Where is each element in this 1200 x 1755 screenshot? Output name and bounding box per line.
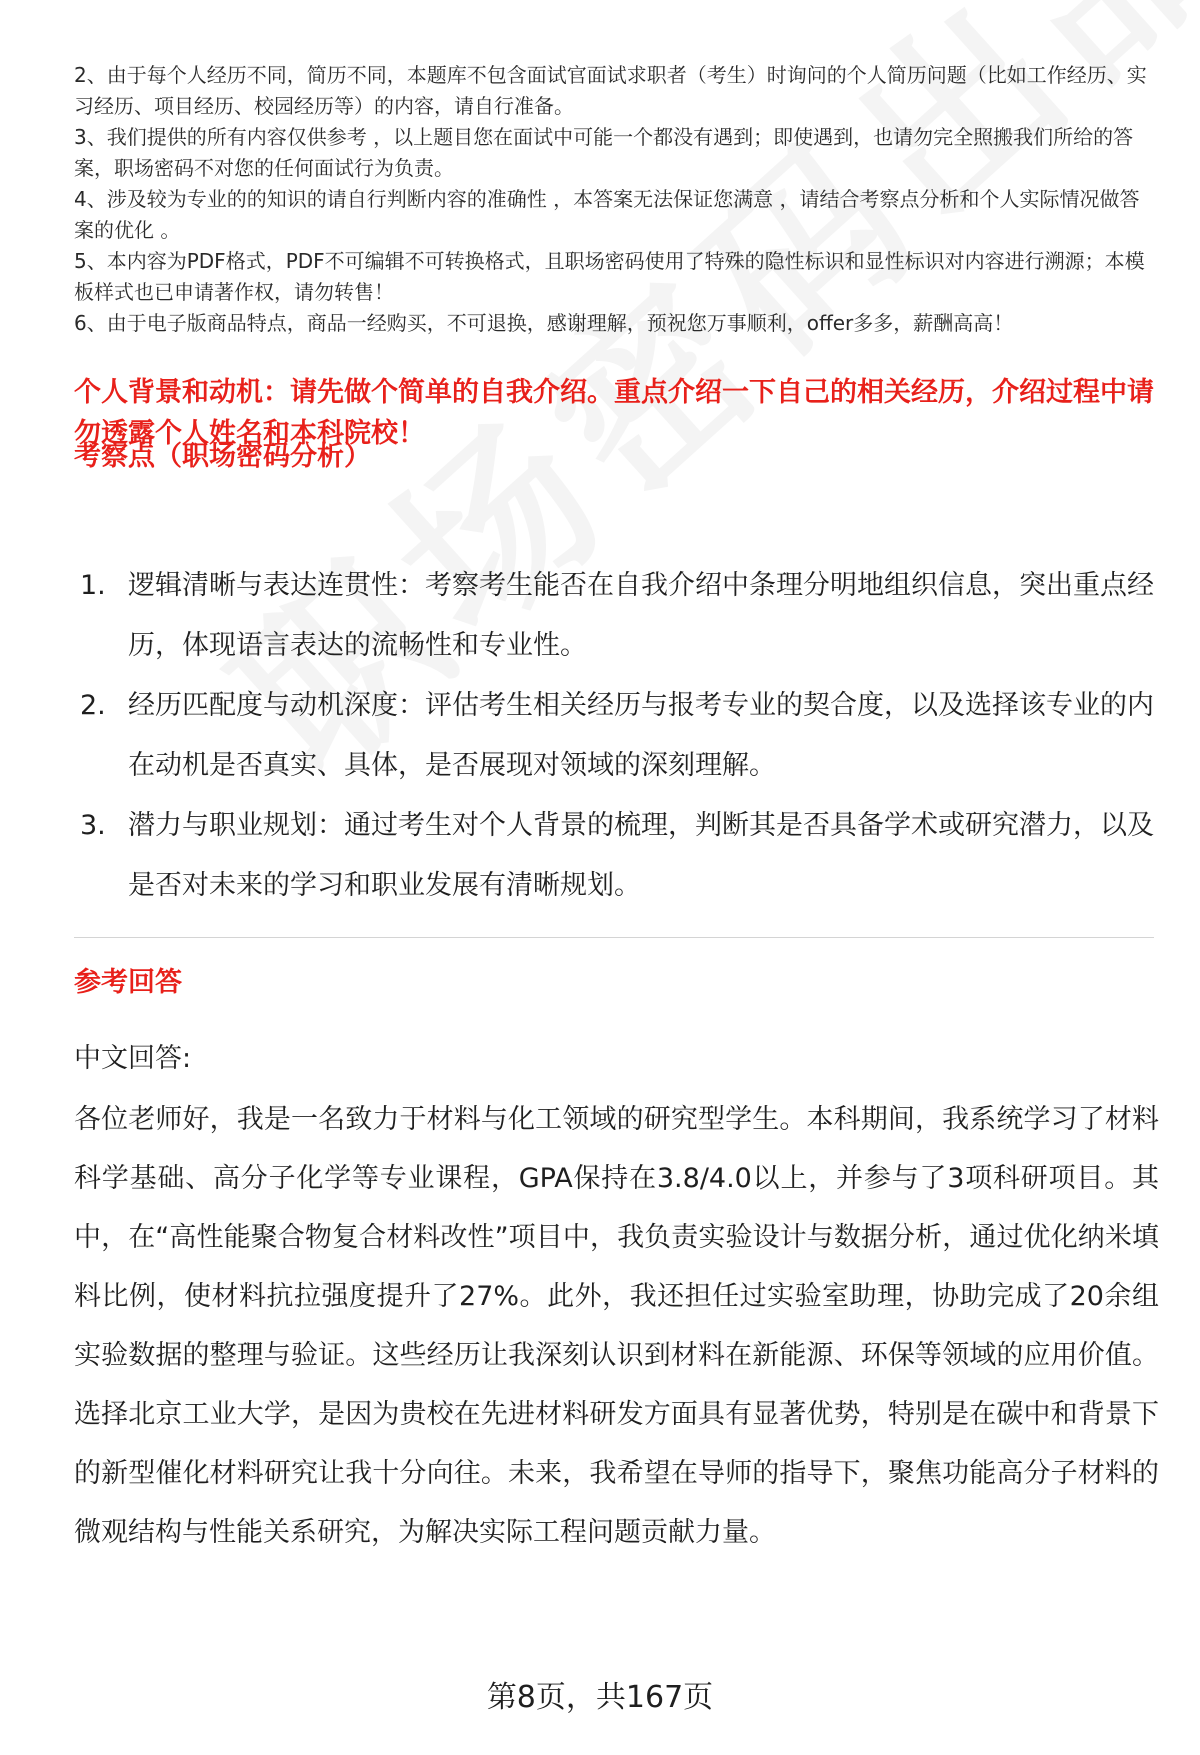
notes-section xyxy=(74,60,1154,339)
page-number: 第8页，共167页 xyxy=(486,1680,714,1715)
analysis-point xyxy=(80,556,1154,676)
point-number: 1. xyxy=(80,570,106,601)
point-text: 经历匹配度与动机深度：评估考生相关经历与报考专业的契合度，以及选择该专业的内在动机是否真实、具体，是否展现对领域的深刻理解。 xyxy=(128,690,1154,781)
question-heading: 个人背景和动机：请先做个简单的自我介绍。重点介绍一下自己的相关经历，介绍过程中请勿透露个人姓名和本科院校！ xyxy=(74,377,1154,449)
note-item: 5、本内容为PDF格式，PDF不可编辑不可转换格式，且职场密码使用了特殊的隐性标识和显性标识对内容进行溯源；本模板样式也已申请著作权，请勿转售！ xyxy=(74,249,1145,304)
analysis-points xyxy=(80,556,1154,916)
note-item: 6、由于电子版商品特点，商品一经购买，不可退换，感谢理解，预祝您万事顺利，offer多多，薪酬高高！ xyxy=(74,311,1014,335)
point-text: 逻辑清晰与表达连贯性：考察考生能否在自我介绍中条理分明地组织信息，突出重点经历，体现语言表达的流畅性和专业性。 xyxy=(128,570,1154,661)
point-number: 2. xyxy=(80,690,106,721)
note-item: 3、我们提供的所有内容仅供参考 ，以上题目您在面试中可能一个都没有遇到；即使遇到，也请勿完全照搬我们所给的答案，职场密码不对您的任何面试行为负责。 xyxy=(74,125,1134,180)
analysis-title: 考察点（职场密码分析） xyxy=(74,441,371,472)
note-item: 2、由于每个人经历不同，简历不同，本题库不包含面试官面试求职者（考生）时询问的个人简历问题（比如工作经历、实习经历、项目经历、校园经历等）的内容，请自行准备。 xyxy=(74,63,1147,118)
note-item: 4、涉及较为专业的的知识的请自行判断内容的准确性 ，本答案无法保证您满意 ，请结合考察点分析和个人实际情况做答案的优化 。 xyxy=(74,187,1140,242)
answer-label: 中文回答: xyxy=(74,1043,192,1074)
point-text: 潜力与职业规划：通过考生对个人背景的梳理，判断其是否具备学术或研究潜力，以及是否对未来的学习和职业发展有清晰规划。 xyxy=(128,810,1154,901)
section-divider xyxy=(74,937,1154,938)
reference-title: 参考回答 xyxy=(74,967,182,998)
answer-text: 各位老师好，我是一名致力于材料与化工领域的研究型学生。本科期间，我系统学习了材料科学基础、高分子化学等专业课程，GPA保持在3.8/4.0以上，并参与了3项科研项目。其中，在“高性能聚合物复合材料改性”项目中，我负责实验设计与数据分析，通过优化纳米填料比例，使材料抗拉强度提升了27%。此外，我还担任过实验室助理，协助完成了20余组实验数据的整理与验证。这些经历让我深刻认识到材料在新能源、环保等领域的应用价值。选择北京工业大学，是因为贵校在先进材料研发方面具有显著优势，特别是在碳中和背景下的新型催化材料研究让我十分向往。未来，我希望在导师的指导下，聚焦功能高分子材料的微观结构与性能关系研究，为解决实际工程问题贡献力量。 xyxy=(74,1104,1159,1548)
analysis-point xyxy=(80,796,1154,916)
analysis-point xyxy=(80,676,1154,796)
point-number: 3. xyxy=(80,810,106,841)
